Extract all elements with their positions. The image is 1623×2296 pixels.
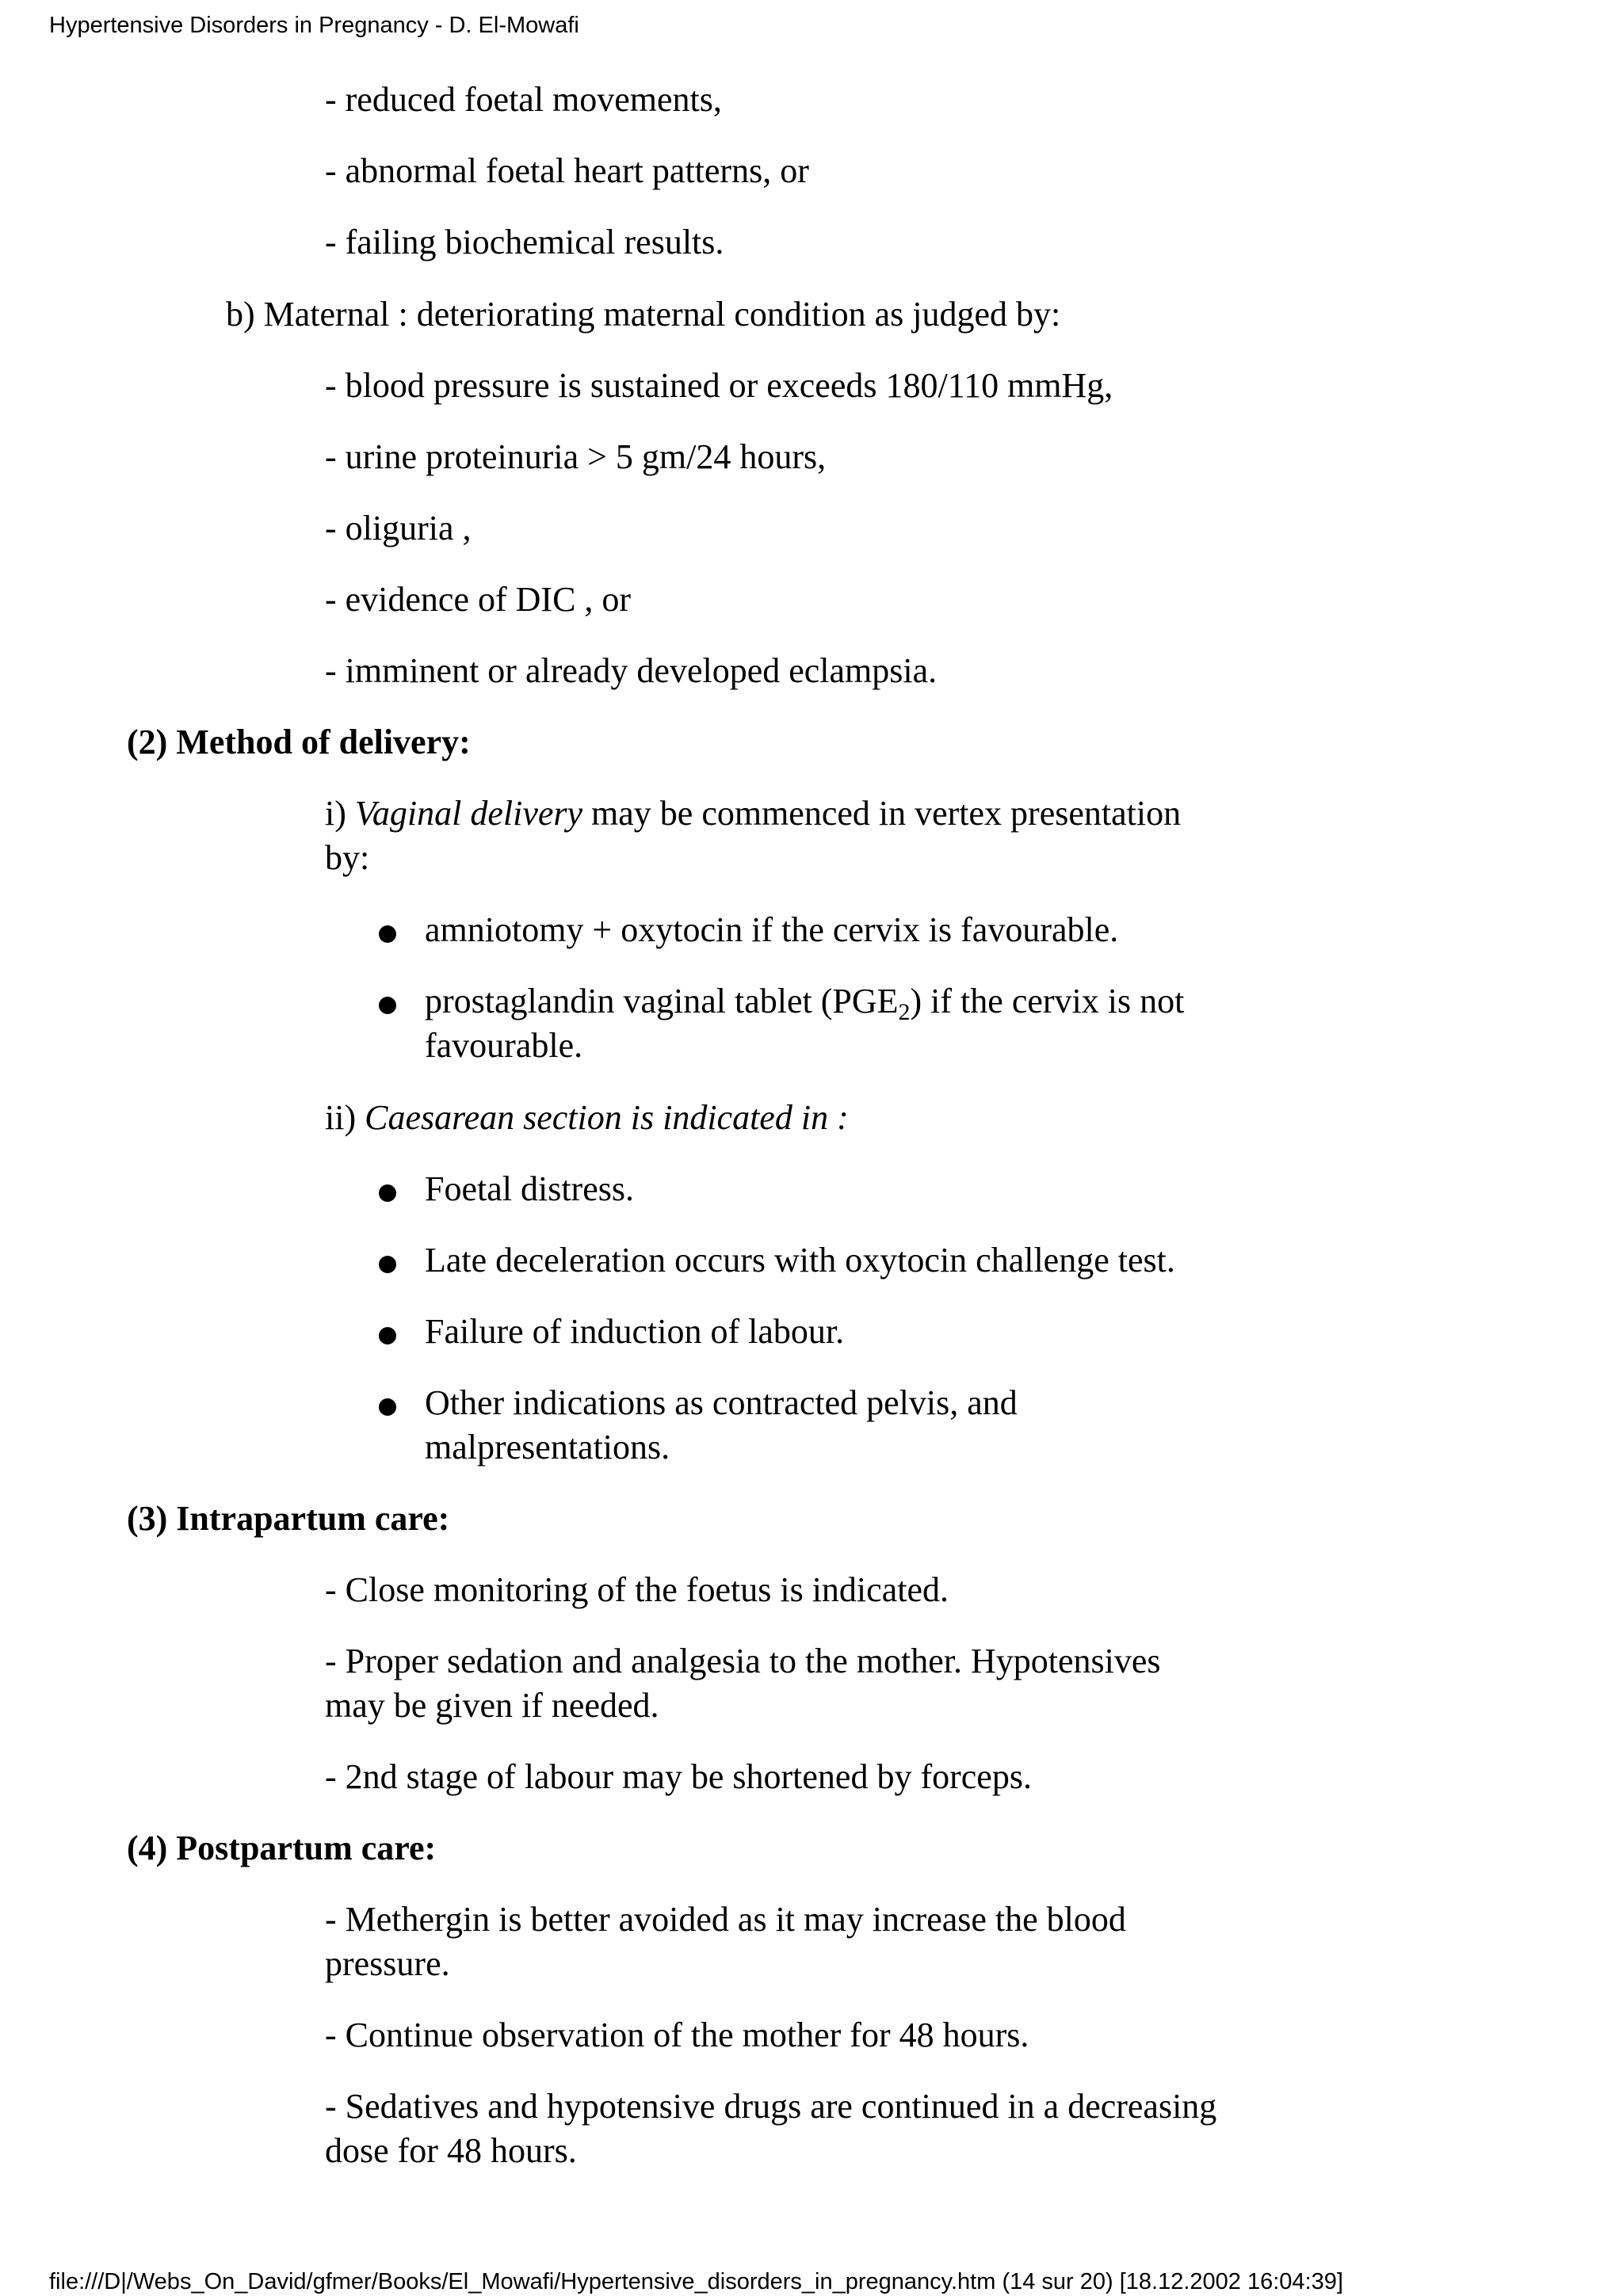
bullet-dot-icon [379, 925, 396, 943]
caesarean-bullet-late-deceleration: Late deceleration occurs with oxytocin challenge test. [425, 1241, 1175, 1280]
heading-postpartum-care: (4) Postpartum care: [127, 1829, 437, 1867]
postpartum-item-methergin: - Methergin is better avoided as it may increase the blood [325, 1900, 1126, 1939]
vaginal-bullet-prostaglandin [425, 979, 1184, 1024]
caesarean-prefix: ii) [325, 1098, 365, 1137]
vaginal-delivery-line2: by: [325, 838, 370, 877]
vaginal-prefix: i) [325, 794, 355, 833]
heading-method-of-delivery: (2) Method of delivery: [127, 723, 471, 761]
intrapartum-item-forceps: - 2nd stage of labour may be shortened by forceps. [325, 1757, 1032, 1796]
foetal-item-abnormal-heart: - abnormal foetal heart patterns, or [325, 151, 809, 190]
prostaglandin-subscript: 2 [898, 999, 911, 1025]
vaginal-term: Vaginal delivery [354, 794, 583, 833]
running-header: Hypertensive Disorders in Pregnancy - D. El-Mowafi [49, 13, 579, 38]
vaginal-delivery-line1 [325, 791, 1181, 836]
bullet-dot-icon [379, 1184, 396, 1202]
running-footer: file:///D|/Webs_On_David/gfmer/Books/El_Mowafi/Hypertensive_disorders_in_pregnancy.htm (14 sur 20) [18.12.2002 16:04:39] [49, 2269, 1343, 2294]
postpartum-item-sedatives-line2: dose for 48 hours. [325, 2131, 577, 2170]
postpartum-item-sedatives: - Sedatives and hypotensive drugs are continued in a decreasing [325, 2087, 1217, 2126]
prostaglandin-text-post: ) if the cervix is not [910, 982, 1185, 1020]
bullet-dot-icon [379, 1327, 396, 1344]
bullet-dot-icon [379, 997, 396, 1014]
bullet-dot-icon [379, 1256, 396, 1273]
caesarean-bullet-other-indications-line2: malpresentations. [425, 1428, 670, 1466]
intrapartum-item-monitoring: - Close monitoring of the foetus is indicated. [325, 1570, 949, 1609]
caesarean-term: Caesarean section is indicated in : [365, 1098, 849, 1137]
maternal-item-dic: - evidence of DIC , or [325, 580, 632, 619]
prostaglandin-text-pre: prostaglandin vaginal tablet (PGE [425, 982, 899, 1020]
caesarean-bullet-failure-induction: Failure of induction of labour. [425, 1312, 845, 1351]
postpartum-item-methergin-line2: pressure. [325, 1944, 450, 1983]
vaginal-rest: may be commenced in vertex presentation [582, 794, 1182, 833]
caesarean-lead [325, 1096, 849, 1140]
maternal-item-eclampsia: - imminent or already developed eclampsia. [325, 651, 938, 690]
maternal-item-oliguria: - oliguria , [325, 509, 472, 547]
maternal-lead: b) Maternal : deteriorating maternal condition as judged by: [226, 295, 1061, 334]
postpartum-item-observation: - Continue observation of the mother for 48 hours. [325, 2016, 1029, 2054]
foetal-item-reduced-movements: - reduced foetal movements, [325, 80, 722, 119]
bullet-dot-icon [379, 1398, 396, 1416]
maternal-item-proteinuria: - urine proteinuria > 5 gm/24 hours, [325, 437, 827, 476]
caesarean-bullet-other-indications: Other indications as contracted pelvis, and [425, 1383, 1018, 1422]
vaginal-bullet-prostaglandin-line2: favourable. [425, 1026, 583, 1065]
intrapartum-item-sedation: - Proper sedation and analgesia to the mother. Hypotensives [325, 1642, 1161, 1680]
vaginal-bullet-amniotomy: amniotomy + oxytocin if the cervix is favourable. [425, 910, 1119, 949]
caesarean-bullet-foetal-distress: Foetal distress. [425, 1169, 634, 1208]
heading-intrapartum-care: (3) Intrapartum care: [127, 1499, 450, 1538]
foetal-item-biochemical: - failing biochemical results. [325, 223, 724, 261]
maternal-item-blood-pressure: - blood pressure is sustained or exceeds 180/110 mmHg, [325, 366, 1113, 405]
intrapartum-item-sedation-line2: may be given if needed. [325, 1686, 659, 1725]
